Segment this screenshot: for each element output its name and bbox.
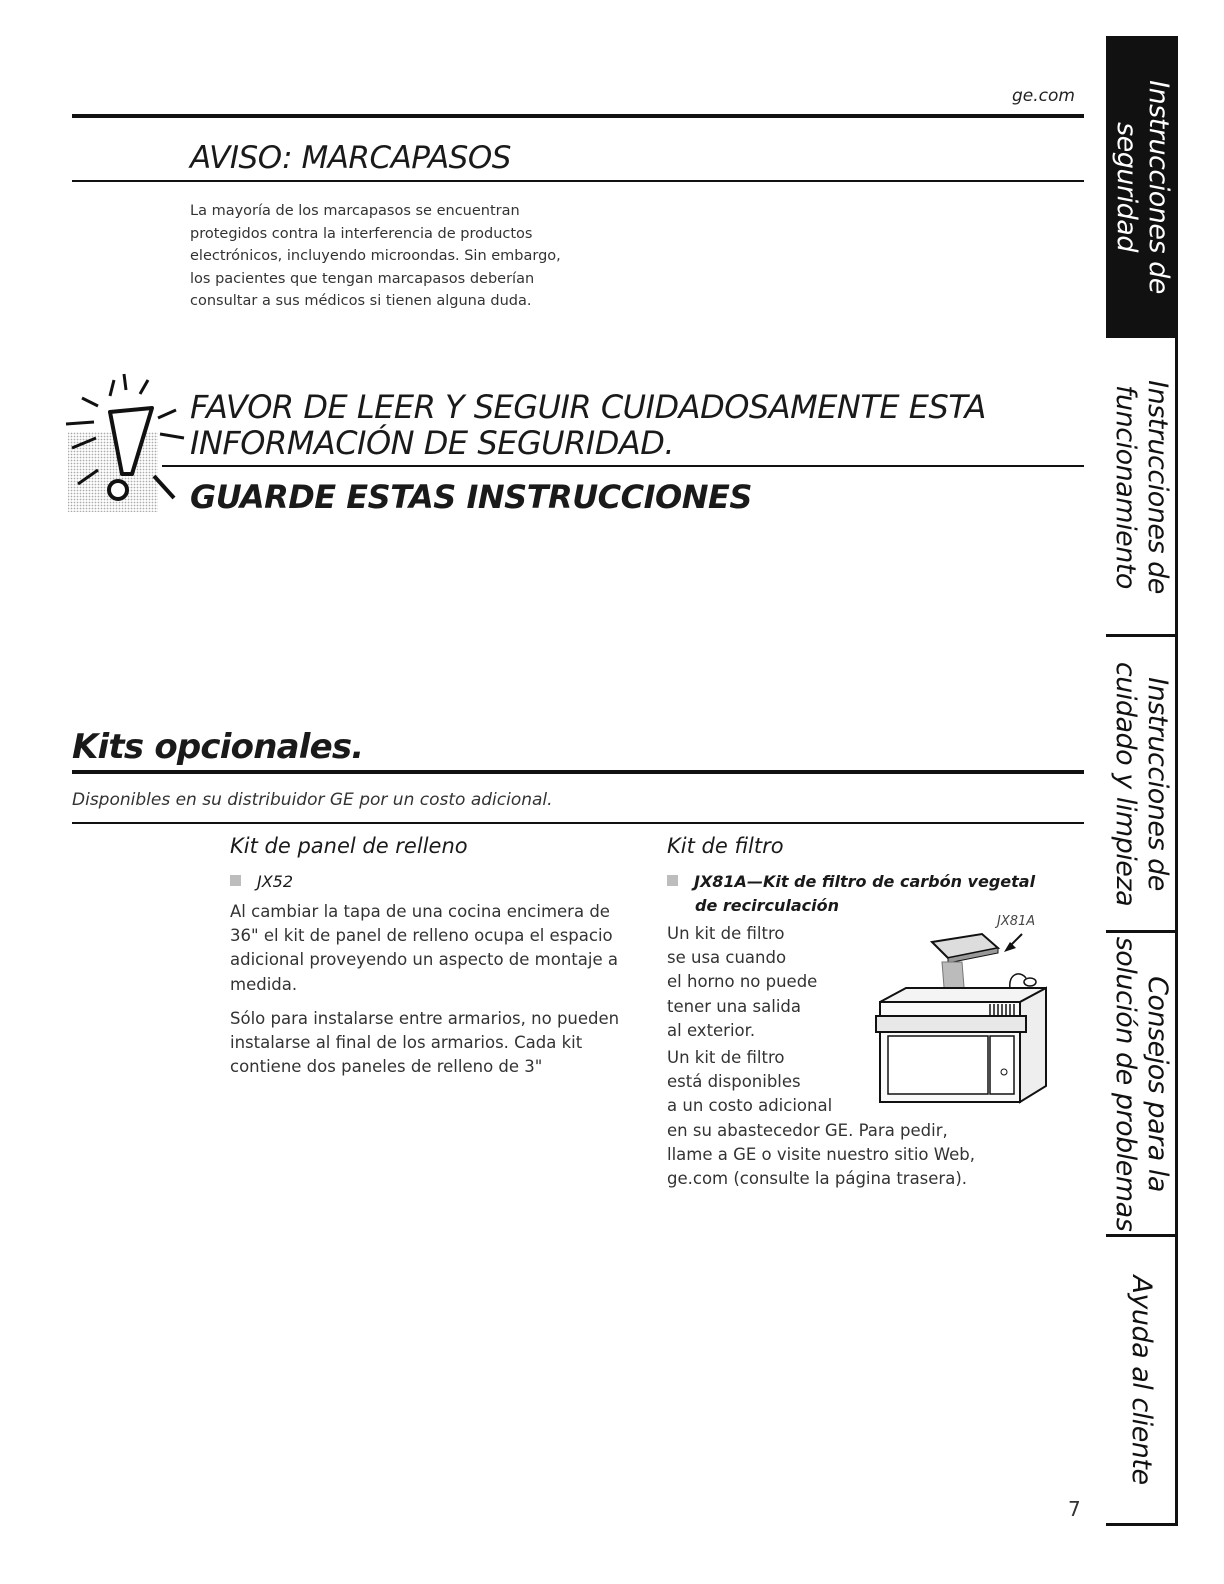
filter-line: está disponibles xyxy=(667,1072,801,1092)
filler-panel-model xyxy=(230,872,293,891)
microwave-filter-illustration xyxy=(870,926,1060,1116)
side-tab-label: solución de problemas xyxy=(1109,936,1141,1231)
pacemaker-line: La mayoría de los marcapasos se encuentran xyxy=(190,203,520,219)
filler-panel-model-text: JX52 xyxy=(257,872,294,891)
side-tab-label: Consejos para la xyxy=(1141,975,1173,1192)
safety-rule xyxy=(162,465,1084,467)
pacemaker-body xyxy=(190,200,610,313)
save-instructions-heading: GUARDE ESTAS INSTRUCCIONES xyxy=(190,478,752,516)
pacemaker-title: AVISO: MARCAPASOS xyxy=(190,140,511,176)
side-tab-operating[interactable] xyxy=(1106,338,1178,635)
safety-notice-line-1: FAVOR DE LEER Y SEGUIR CUIDADOSAMENTE ESTA xyxy=(190,388,986,426)
page-number: 7 xyxy=(1068,1497,1081,1521)
filter-line: en su abastecedor GE. Para pedir, xyxy=(667,1120,948,1140)
bullet-icon xyxy=(230,875,241,886)
side-tab-label: Instrucciones de xyxy=(1141,379,1173,594)
filter-kit-model xyxy=(667,872,1035,891)
pacemaker-line: consultar a sus médicos si tienen alguna duda. xyxy=(190,293,532,309)
filter-line: ge.com (consulte la página trasera). xyxy=(667,1169,968,1189)
filler-panel-body xyxy=(230,900,630,1089)
kits-title: Kits opcionales. xyxy=(72,727,364,767)
filter-kit-heading: Kit de filtro xyxy=(667,834,784,858)
side-tab-label: cuidado y limpieza xyxy=(1109,661,1141,906)
filter-line: al exterior. xyxy=(667,1020,756,1040)
side-tab-customer-help[interactable] xyxy=(1106,1237,1178,1523)
filter-figure-label: JX81A xyxy=(997,914,1036,929)
kits-subtitle: Disponibles en su distribuidor GE por un costo adicional. xyxy=(72,790,553,810)
side-tab-troubleshooting[interactable] xyxy=(1106,933,1178,1234)
filter-line: el horno no puede xyxy=(667,972,818,992)
kits-sub-rule xyxy=(72,822,1084,824)
filter-kit-model-text: JX81A—Kit de filtro de carbón vegetal xyxy=(694,872,1036,891)
side-tab-safety[interactable] xyxy=(1106,36,1178,338)
filter-line: a un costo adicional xyxy=(667,1096,833,1116)
filter-kit-para-1 xyxy=(667,922,867,1043)
side-tab-label: Instrucciones de xyxy=(1143,80,1174,294)
pacemaker-rule xyxy=(72,180,1084,182)
filter-line: Un kit de filtro xyxy=(667,924,785,943)
side-tab-care-cleaning[interactable] xyxy=(1106,637,1178,930)
side-tab-label: seguridad xyxy=(1111,122,1142,252)
filter-line: tener una salida xyxy=(667,996,801,1016)
tab-divider xyxy=(1106,1523,1178,1526)
filter-line: Un kit de filtro xyxy=(667,1048,785,1067)
safety-notice-line-2: INFORMACIÓN DE SEGURIDAD. xyxy=(190,424,675,462)
kits-rule xyxy=(72,770,1084,774)
pacemaker-line: protegidos contra la interferencia de productos xyxy=(190,225,533,242)
side-tab-label: Instrucciones de xyxy=(1141,676,1173,891)
side-tab-label: funcionamiento xyxy=(1109,384,1141,589)
pacemaker-line: electrónicos, incluyendo microondas. Sin embargo, xyxy=(190,248,561,264)
header-rule xyxy=(72,114,1084,118)
exclamation-warning-icon xyxy=(58,372,190,512)
side-tab-label: Ayuda al cliente xyxy=(1125,1275,1157,1485)
filter-kit-model-line-2: de recirculación xyxy=(695,896,839,915)
filter-line: llame a GE o visite nuestro sitio Web, xyxy=(667,1144,975,1164)
filler-panel-para: Al cambiar la tapa de una cocina encimera de 36" el kit de panel de relleno ocupa el espacio adicional proveyendo un aspecto de montaje a medida. xyxy=(230,902,618,994)
pacemaker-line: los pacientes que tengan marcapasos deberían xyxy=(190,270,535,287)
filler-panel-para: Sólo para instalarse entre armarios, no pueden instalarse al final de los armarios. Cada kit contiene dos paneles de relleno de 3" xyxy=(230,1008,620,1077)
bullet-icon xyxy=(667,875,678,886)
filler-panel-heading: Kit de panel de relleno xyxy=(230,834,468,858)
site-url: ge.com xyxy=(1012,86,1075,106)
filter-line: se usa cuando xyxy=(667,948,787,968)
